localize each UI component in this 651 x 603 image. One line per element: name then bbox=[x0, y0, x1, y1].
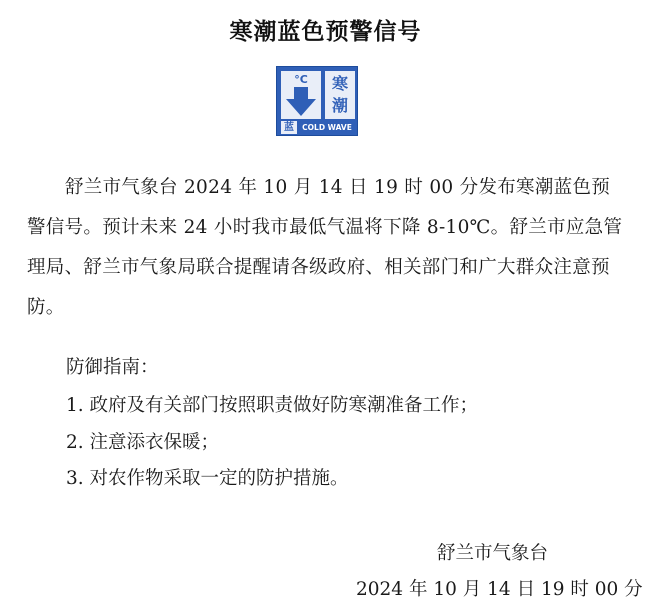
cold-wave-warning-badge bbox=[276, 66, 358, 136]
warning-color-label: 蓝 bbox=[281, 121, 297, 134]
guide-item: 1. 政府及有关部门按照职责做好防寒潮准备工作； bbox=[66, 395, 479, 416]
warning-type-text bbox=[325, 71, 355, 119]
signature-organization: 舒兰市气象台 bbox=[437, 543, 549, 564]
temperature-panel bbox=[281, 71, 321, 119]
warning-paragraph: 舒兰市气象台 2024 年 10 月 14 日 19 时 00 分发布寒潮蓝色预警信号。预计未来 24 小时我市最低气温将下降 8-10℃。舒兰市应急管理局、舒兰市气象局联合提醒请各级政府、相关部门和广大群众注意预防。 bbox=[27, 177, 623, 318]
page-title: 寒潮蓝色预警信号 bbox=[229, 19, 422, 45]
warning-type-char-1: 寒 bbox=[331, 74, 348, 93]
signature-datetime: 2024 年 10 月 14 日 19 时 00 分 bbox=[356, 579, 643, 600]
celsius-label: °C bbox=[294, 73, 308, 86]
warning-english-label: COLD WAVE bbox=[302, 123, 352, 132]
down-arrow-icon bbox=[285, 87, 317, 117]
guide-item: 2. 注意添衣保暖； bbox=[66, 432, 220, 453]
guide-item: 3. 对农作物采取一定的防护措施。 bbox=[66, 468, 349, 489]
warning-type-char-2: 潮 bbox=[331, 96, 348, 115]
guide-heading: 防御指南： bbox=[66, 357, 159, 378]
